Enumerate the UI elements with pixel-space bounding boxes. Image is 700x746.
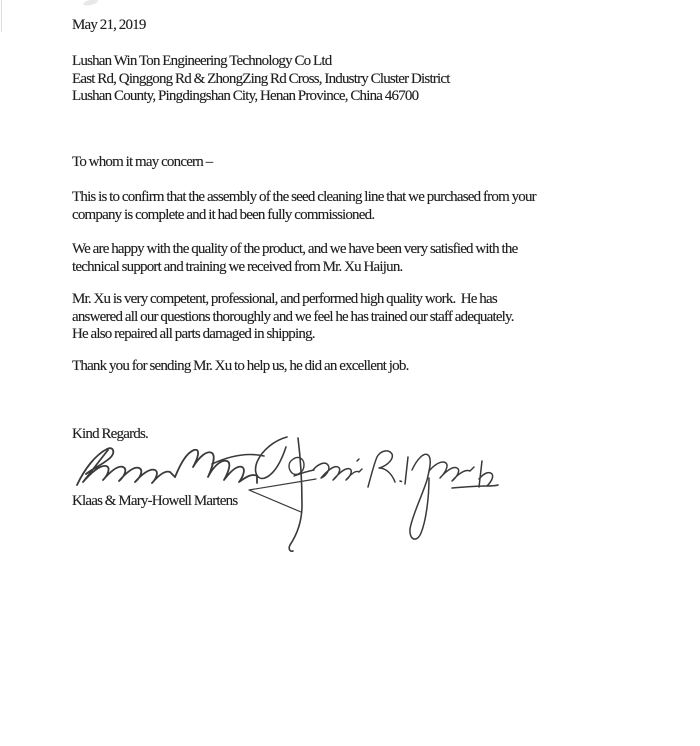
recipient-address-line-1: East Rd, Qinggong Rd & ZhongZing Rd Cross, Industry Cluster District — [72, 70, 450, 87]
salutation — [72, 154, 212, 172]
scan-smudge-artifact — [83, 0, 99, 7]
klaas-martens-signature-icon — [77, 448, 264, 485]
body-line: technical support and training we received from Mr. Xu Haijun. — [72, 258, 403, 275]
recipient-address-line-2: Lushan County, Pingdingshan City, Henan Province, China 46700 — [72, 88, 419, 104]
body-line: He also repaired all parts damaged in shipping. — [72, 326, 315, 342]
mary-howell-martens-signature-icon — [249, 437, 498, 551]
recipient-address — [72, 53, 450, 106]
closing — [72, 426, 148, 444]
body-line: company is complete and it had been fully commissioned. — [72, 206, 375, 223]
body-line: Thank you for sending Mr. Xu to help us, he did an excellent job. — [72, 358, 409, 374]
paragraph-3 — [72, 291, 514, 344]
signer-names — [72, 493, 237, 511]
signer-names-text: Klaas & Mary-Howell Martens — [72, 493, 238, 509]
body-line: We are happy with the quality of the product, and we have been very satisfied with the — [72, 241, 518, 257]
salutation-text: To whom it may concern – — [72, 154, 213, 170]
body-line: This is to confirm that the assembly of the seed cleaning line that we purchased from your — [72, 189, 536, 205]
body-line: Mr. Xu is very competent, professional, and performed high quality work. He has — [72, 291, 497, 307]
body-line: answered all our questions thoroughly and we feel he has trained our staff adequately. — [72, 308, 514, 325]
closing-text: Kind Regards. — [72, 426, 148, 442]
letter-date — [72, 17, 146, 35]
paragraph-1 — [72, 189, 536, 224]
date-text: May 21, 2019 — [72, 17, 146, 33]
paragraph-2 — [72, 241, 517, 276]
paragraph-4 — [72, 358, 409, 376]
scan-edge-artifact — [1, 0, 2, 32]
recipient-company: Lushan Win Ton Engineering Technology Co Ltd — [72, 53, 332, 69]
